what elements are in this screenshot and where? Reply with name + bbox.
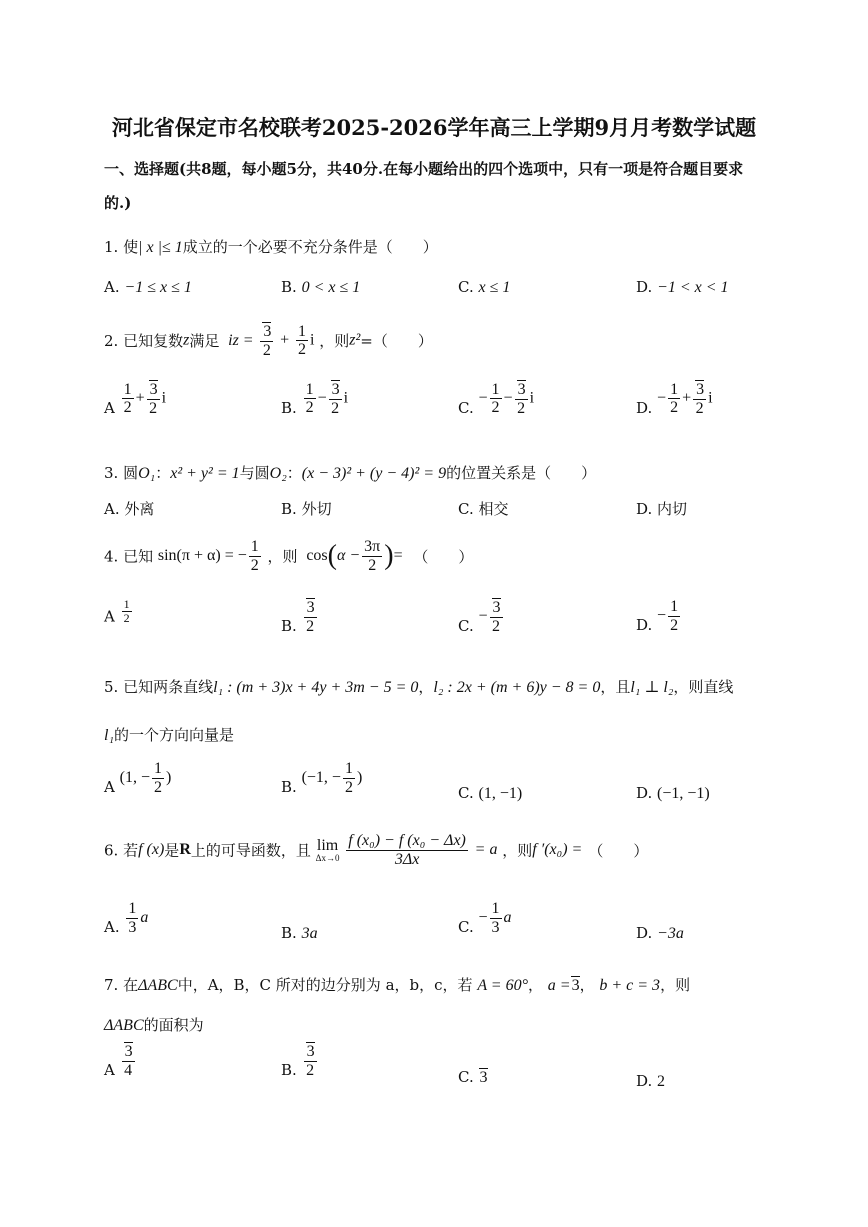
- q3-option-b: B. 外切: [281, 500, 332, 518]
- q5-option-d: D. (−1, −1): [636, 784, 710, 802]
- section-heading-line1: 一、选择题(共8题，每小题5分，共40分.在每小题给出的四个选项中，只有一项是符合题目要求: [104, 160, 744, 178]
- q5-option-a: A (1, − $\frac{1}{2}$ ): [104, 760, 172, 797]
- q3-option-c: C. 相交: [458, 500, 509, 518]
- q4-option-c: C. − $\frac{3}{2}$: [458, 599, 501, 636]
- q6-option-c: C. − $\frac{1}{3}$ a: [458, 900, 512, 937]
- q6-option-b: B. 3a: [281, 924, 318, 942]
- question-7-line2: ΔABC的面积为: [104, 1016, 204, 1034]
- q3-option-d: D. 内切: [636, 500, 688, 518]
- q7-option-b: B. $\frac{3}{2}$: [281, 1043, 315, 1080]
- q7-option-d: D. 2: [636, 1072, 666, 1090]
- question-2: 2. 已知复数z满足 iz = $\frac{3}{2}$ + $\frac{1}{2}$ i ，则z²=（ ）: [104, 322, 433, 359]
- section-heading-line2: 的.): [104, 194, 132, 212]
- question-1: 1. 使| x |≤ 1成立的一个必要不充分条件是（ ）: [104, 238, 438, 256]
- q6-option-d: D. −3a: [636, 924, 684, 942]
- question-7: 7. 在ΔABC中，A，B，C 所对的边分别为 a，b，c，若 A = 60°， a =3， b + c = 3，则: [104, 976, 691, 994]
- q5-option-b: B. (−1, − $\frac{1}{2}$ ): [281, 760, 363, 797]
- question-4: 4. 已知 sin(π + α) = − $\frac{1}{2}$ ，则 cos(α − $\frac{3\pi}{2}$ )= （ ）: [104, 538, 474, 574]
- q2-option-b: B. $\frac{1}{2}$ − $\frac{3}{2}$ i: [281, 380, 349, 418]
- question-3: 3. 圆O₁：x² + y² = 1与圆O₂：(x − 3)² + (y − 4)² = 9的位置关系是（ ）: [104, 464, 597, 482]
- q6-option-a: A. $\frac{1}{3}$ a: [104, 900, 149, 937]
- q1-option-d: D. −1 < x < 1: [636, 278, 729, 296]
- q2-option-a: A $\frac{1}{2}$ + $\frac{3}{2}$ i: [104, 380, 167, 418]
- q5-option-c: C. (1, −1): [458, 784, 523, 802]
- q4-option-b: B. $\frac{3}{2}$: [281, 599, 315, 636]
- question-5-line2: l₁的一个方向向量是: [104, 726, 235, 744]
- q4-option-a: A $\frac{1}{2}$: [104, 597, 130, 626]
- q2-option-c: C. − $\frac{1}{2}$ − $\frac{3}{2}$ i: [458, 380, 535, 418]
- q1-condition: | x |≤ 1: [138, 239, 183, 256]
- question-6: 6. 若f (x)是R上的可导函数，且 lim Δx→0 $\frac{\text{f (x₀) − f (x₀ − Δx)}}{3\Delta x}$ = a ，则f ′(x₀) = （ ）: [104, 832, 649, 868]
- q7-option-a: A $\frac{3}{4}$: [104, 1043, 133, 1080]
- q4-option-d: D. − $\frac{1}{2}$: [636, 598, 679, 635]
- q3-option-a: A. 外离: [104, 500, 155, 518]
- page-title: 河北省保定市名校联考2025-2026学年高三上学期9月月考数学试题: [111, 115, 757, 140]
- q7-option-c: C. 3: [458, 1068, 488, 1086]
- question-5: 5. 已知两条直线l₁ : (m + 3)x + 4y + 3m − 5 = 0，l₂ : 2x + (m + 6)y − 8 = 0，且l₁ ⊥ l₂，则直线: [104, 678, 734, 696]
- q1-option-a: A. −1 ≤ x ≤ 1: [104, 278, 192, 296]
- q1-option-b: B. 0 < x ≤ 1: [281, 278, 361, 296]
- q1-option-c: C. x ≤ 1: [458, 278, 511, 296]
- q2-option-d: D. − $\frac{1}{2}$ + $\frac{3}{2}$ i: [636, 380, 713, 418]
